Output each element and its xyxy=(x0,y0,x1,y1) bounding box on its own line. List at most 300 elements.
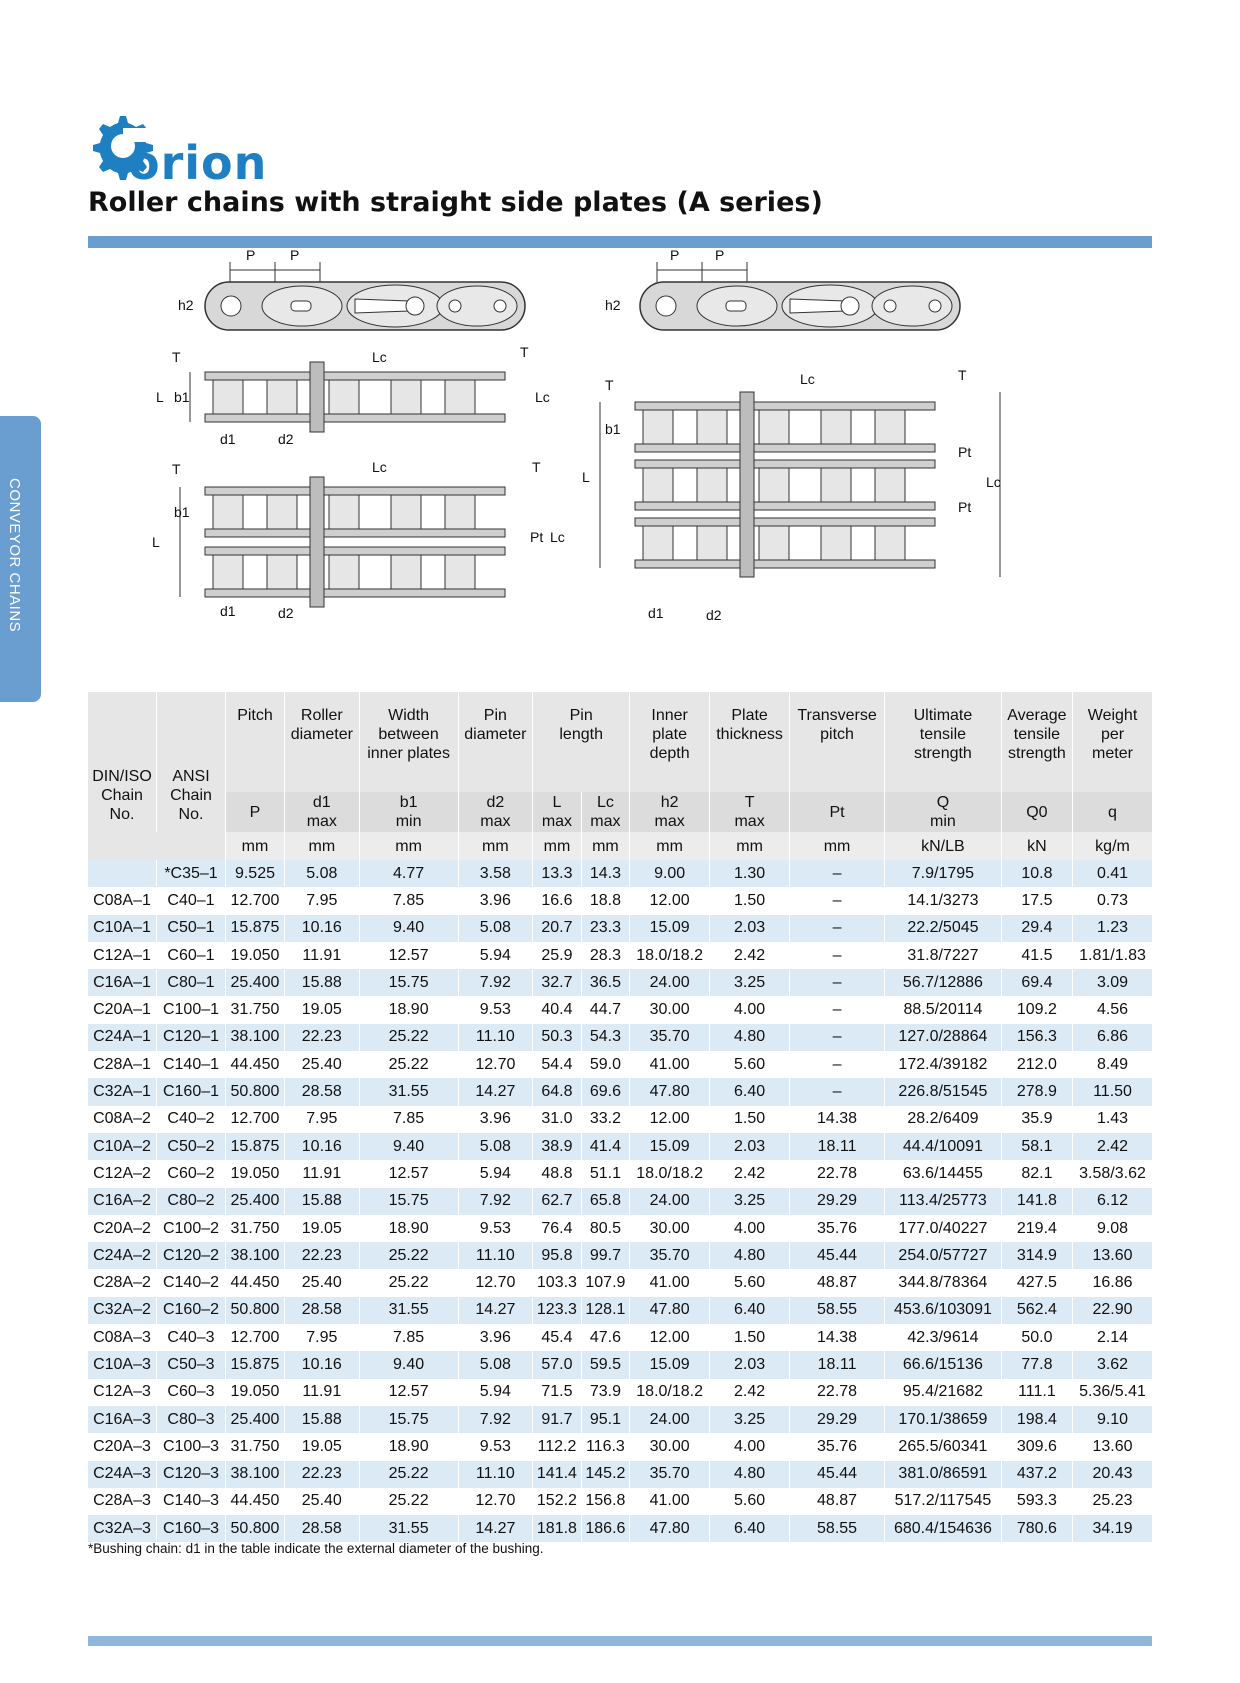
symbol-header: b1 min xyxy=(359,792,458,832)
cell: 15.88 xyxy=(284,1406,359,1433)
cell: 88.5/20114 xyxy=(885,996,1002,1023)
cell: 5.94 xyxy=(458,1160,533,1187)
cell: 2.42 xyxy=(710,1160,790,1187)
cell: C12A–1 xyxy=(88,942,157,969)
cell: 7.85 xyxy=(359,887,458,914)
cell: 44.4/10091 xyxy=(885,1133,1002,1160)
cell: 31.8/7227 xyxy=(885,942,1002,969)
cell: 4.80 xyxy=(710,1024,790,1051)
cell: 59.0 xyxy=(581,1051,629,1078)
dim-label-d2: d2 xyxy=(706,607,722,623)
cell: 10.16 xyxy=(284,1133,359,1160)
dim-label-b1: b1 xyxy=(174,389,190,405)
cell: C20A–1 xyxy=(88,996,157,1023)
table-row xyxy=(88,996,1152,1023)
cell: 64.8 xyxy=(533,1078,581,1105)
dim-label-l: L xyxy=(582,469,590,485)
cell: 7.92 xyxy=(458,1406,533,1433)
cell: 17.5 xyxy=(1001,887,1072,914)
cell: 309.6 xyxy=(1001,1433,1072,1460)
dim-label-pt: Pt xyxy=(958,444,972,460)
cell: 12.70 xyxy=(458,1488,533,1515)
cell: 11.10 xyxy=(458,1242,533,1269)
cell: 15.875 xyxy=(226,1351,285,1378)
cell: 1.50 xyxy=(710,1106,790,1133)
cell: 35.76 xyxy=(790,1215,885,1242)
cell: C20A–3 xyxy=(88,1433,157,1460)
header-average: Average tensile strength xyxy=(1001,692,1072,792)
cell: 7.85 xyxy=(359,1324,458,1351)
cell: 212.0 xyxy=(1001,1051,1072,1078)
cell: 7.92 xyxy=(458,969,533,996)
cell: 18.11 xyxy=(790,1133,885,1160)
cell: 45.44 xyxy=(790,1242,885,1269)
cell: C20A–2 xyxy=(88,1215,157,1242)
footer-divider xyxy=(88,1636,1152,1646)
cell: 1.81/1.83 xyxy=(1073,942,1152,969)
cell: 11.91 xyxy=(284,942,359,969)
symbol-header: T max xyxy=(710,792,790,832)
cell: 25.22 xyxy=(359,1024,458,1051)
dim-label-d1: d1 xyxy=(648,605,664,621)
dim-label-t: T xyxy=(172,461,181,477)
cell: 152.2 xyxy=(533,1488,581,1515)
unit-header: mm xyxy=(359,832,458,860)
cell: 35.76 xyxy=(790,1433,885,1460)
cell: C140–2 xyxy=(157,1269,226,1296)
cell: 186.6 xyxy=(581,1515,629,1542)
cell: 34.19 xyxy=(1073,1515,1152,1542)
header-pin_d: Pin diameter xyxy=(458,692,533,792)
cell: 25.9 xyxy=(533,942,581,969)
table-row xyxy=(88,1078,1152,1105)
cell: 2.03 xyxy=(710,915,790,942)
cell: 58.55 xyxy=(790,1515,885,1542)
cell: 16.86 xyxy=(1073,1269,1152,1296)
cell: 19.05 xyxy=(284,996,359,1023)
cell: 22.90 xyxy=(1073,1297,1152,1324)
cell: 107.9 xyxy=(581,1269,629,1296)
cell: 14.27 xyxy=(458,1297,533,1324)
cell: C80–1 xyxy=(157,969,226,996)
cell: 31.55 xyxy=(359,1297,458,1324)
header-ultimate: Ultimate tensile strength xyxy=(885,692,1002,792)
cell: 48.87 xyxy=(790,1488,885,1515)
dim-label-pt: Pt xyxy=(530,529,544,545)
unit-header: mm xyxy=(533,832,581,860)
cell xyxy=(88,860,157,887)
cell: 278.9 xyxy=(1001,1078,1072,1105)
cell: C12A–3 xyxy=(88,1379,157,1406)
cell: 20.7 xyxy=(533,915,581,942)
cell: 50.0 xyxy=(1001,1324,1072,1351)
table-row xyxy=(88,1051,1152,1078)
cell: 5.60 xyxy=(710,1051,790,1078)
cell: 14.3 xyxy=(581,860,629,887)
cell: 2.14 xyxy=(1073,1324,1152,1351)
cell: C160–1 xyxy=(157,1078,226,1105)
cell: 19.05 xyxy=(284,1433,359,1460)
cell: C28A–2 xyxy=(88,1269,157,1296)
cell: 36.5 xyxy=(581,969,629,996)
cell: 25.22 xyxy=(359,1461,458,1488)
header-transverse: Transverse pitch xyxy=(790,692,885,792)
cell: 123.3 xyxy=(533,1297,581,1324)
cell: 38.9 xyxy=(533,1133,581,1160)
dim-label-t: T xyxy=(532,459,541,475)
cell: 4.80 xyxy=(710,1461,790,1488)
cell: 50.3 xyxy=(533,1024,581,1051)
cell: 4.56 xyxy=(1073,996,1152,1023)
cell: 10.8 xyxy=(1001,860,1072,887)
cell: 58.55 xyxy=(790,1297,885,1324)
cell: 109.2 xyxy=(1001,996,1072,1023)
cell: 6.12 xyxy=(1073,1188,1152,1215)
table-row xyxy=(88,942,1152,969)
cell: 12.00 xyxy=(630,887,710,914)
cell: 7.95 xyxy=(284,1324,359,1351)
symbol-header: Q min xyxy=(885,792,1002,832)
dim-label-b1: b1 xyxy=(605,421,621,437)
cell: 66.6/15136 xyxy=(885,1351,1002,1378)
cell: 5.60 xyxy=(710,1269,790,1296)
dim-label-t: T xyxy=(605,377,614,393)
cell: 2.42 xyxy=(710,1379,790,1406)
cell: C60–3 xyxy=(157,1379,226,1406)
dim-label-l: L xyxy=(152,534,160,550)
table-row xyxy=(88,1269,1152,1296)
cell: 30.00 xyxy=(630,1433,710,1460)
cell: C16A–1 xyxy=(88,969,157,996)
cell: 780.6 xyxy=(1001,1515,1072,1542)
cell: 28.58 xyxy=(284,1297,359,1324)
chain-dimension-diagrams xyxy=(150,247,1090,682)
dim-label-d1: d1 xyxy=(220,431,236,447)
cell: 15.75 xyxy=(359,1406,458,1433)
unit-header: kN xyxy=(1001,832,1072,860)
cell: 54.3 xyxy=(581,1024,629,1051)
cell: 24.00 xyxy=(630,969,710,996)
units-blank xyxy=(88,832,226,860)
table-row xyxy=(88,860,1152,887)
cell: 15.75 xyxy=(359,1188,458,1215)
table-row xyxy=(88,1351,1152,1378)
cell: 18.11 xyxy=(790,1351,885,1378)
cell: 11.50 xyxy=(1073,1078,1152,1105)
table-row xyxy=(88,1406,1152,1433)
cell: 7.95 xyxy=(284,887,359,914)
cell: 13.60 xyxy=(1073,1433,1152,1460)
cell: 15.09 xyxy=(630,1133,710,1160)
cell: 3.58/3.62 xyxy=(1073,1160,1152,1187)
side-tab-label: CONVEYOR CHAINS xyxy=(6,478,23,633)
cell: 4.80 xyxy=(710,1242,790,1269)
dim-label-pt: Pt xyxy=(958,499,972,515)
cell: 47.6 xyxy=(581,1324,629,1351)
cell: – xyxy=(790,887,885,914)
cell: 9.08 xyxy=(1073,1215,1152,1242)
cell: 15.875 xyxy=(226,915,285,942)
cell: 15.88 xyxy=(284,1188,359,1215)
cell: *C35–1 xyxy=(157,860,226,887)
table-row xyxy=(88,1515,1152,1542)
dim-label-lc: Lc xyxy=(986,474,1001,490)
header-roller: Roller diameter xyxy=(284,692,359,792)
cell: 25.40 xyxy=(284,1051,359,1078)
cell: 32.7 xyxy=(533,969,581,996)
cell: 31.55 xyxy=(359,1078,458,1105)
cell: 18.0/18.2 xyxy=(630,1160,710,1187)
cell: 6.40 xyxy=(710,1515,790,1542)
footnote: *Bushing chain: d1 in the table indicate the external diameter of the bushing. xyxy=(88,1541,544,1556)
cell: 2.42 xyxy=(710,942,790,969)
cell: C40–2 xyxy=(157,1106,226,1133)
cell: 40.4 xyxy=(533,996,581,1023)
symbol-header: P xyxy=(226,792,285,832)
table-row xyxy=(88,1024,1152,1051)
cell: C40–1 xyxy=(157,887,226,914)
cell: 44.450 xyxy=(226,1488,285,1515)
ansi-header: ANSI Chain No. xyxy=(157,692,226,832)
cell: C80–3 xyxy=(157,1406,226,1433)
cell: 25.22 xyxy=(359,1051,458,1078)
cell: C60–2 xyxy=(157,1160,226,1187)
cell: – xyxy=(790,1051,885,1078)
cell: 23.3 xyxy=(581,915,629,942)
cell: 7.92 xyxy=(458,1188,533,1215)
cell: 25.22 xyxy=(359,1488,458,1515)
cell: 48.8 xyxy=(533,1160,581,1187)
cell: 112.2 xyxy=(533,1433,581,1460)
cell: 41.00 xyxy=(630,1269,710,1296)
cell: 41.4 xyxy=(581,1133,629,1160)
cell: 10.16 xyxy=(284,915,359,942)
cell: 170.1/38659 xyxy=(885,1406,1002,1433)
cell: 12.57 xyxy=(359,1160,458,1187)
cell: 54.4 xyxy=(533,1051,581,1078)
cell: 453.6/103091 xyxy=(885,1297,1002,1324)
cell: 141.8 xyxy=(1001,1188,1072,1215)
cell: C140–1 xyxy=(157,1051,226,1078)
page-title: Roller chains with straight side plates (A series) xyxy=(88,187,823,218)
cell: 12.70 xyxy=(458,1051,533,1078)
cell: 12.700 xyxy=(226,1324,285,1351)
cell: 25.400 xyxy=(226,1406,285,1433)
cell: 42.3/9614 xyxy=(885,1324,1002,1351)
cell: 44.7 xyxy=(581,996,629,1023)
cell: 30.00 xyxy=(630,1215,710,1242)
cell: 5.08 xyxy=(458,1133,533,1160)
dim-label-h2: h2 xyxy=(605,297,621,313)
cell: 63.6/14455 xyxy=(885,1160,1002,1187)
cell: 8.49 xyxy=(1073,1051,1152,1078)
cell: 680.4/154636 xyxy=(885,1515,1002,1542)
cell: C160–3 xyxy=(157,1515,226,1542)
cell: 44.450 xyxy=(226,1269,285,1296)
table-row xyxy=(88,1106,1152,1133)
cell: 14.1/3273 xyxy=(885,887,1002,914)
cell: 5.08 xyxy=(284,860,359,887)
cell: 3.25 xyxy=(710,1188,790,1215)
dim-label-l: L xyxy=(156,389,164,405)
cell: 18.8 xyxy=(581,887,629,914)
header-width: Width between inner plates xyxy=(359,692,458,792)
cell: 9.40 xyxy=(359,915,458,942)
cell: 14.38 xyxy=(790,1324,885,1351)
symbol-header: Q0 xyxy=(1001,792,1072,832)
cell: 33.2 xyxy=(581,1106,629,1133)
cell: 10.16 xyxy=(284,1351,359,1378)
cell: 111.1 xyxy=(1001,1379,1072,1406)
cell: 45.4 xyxy=(533,1324,581,1351)
cell: 12.00 xyxy=(630,1324,710,1351)
cell: 14.27 xyxy=(458,1078,533,1105)
cell: 38.100 xyxy=(226,1461,285,1488)
cell: C120–3 xyxy=(157,1461,226,1488)
cell: C32A–1 xyxy=(88,1078,157,1105)
cell: 25.400 xyxy=(226,1188,285,1215)
cell: 12.700 xyxy=(226,1106,285,1133)
cell: 35.70 xyxy=(630,1024,710,1051)
cell: 82.1 xyxy=(1001,1160,1072,1187)
cell: 13.60 xyxy=(1073,1242,1152,1269)
cell: 181.8 xyxy=(533,1515,581,1542)
cell: 19.05 xyxy=(284,1215,359,1242)
table-row xyxy=(88,1324,1152,1351)
cell: 381.0/86591 xyxy=(885,1461,1002,1488)
cell: 113.4/25773 xyxy=(885,1188,1002,1215)
cell: C16A–2 xyxy=(88,1188,157,1215)
cell: 25.23 xyxy=(1073,1488,1152,1515)
cell: 5.94 xyxy=(458,942,533,969)
table-row xyxy=(88,969,1152,996)
cell: 56.7/12886 xyxy=(885,969,1002,996)
cell: 12.00 xyxy=(630,1106,710,1133)
table-row xyxy=(88,1433,1152,1460)
cell: 30.00 xyxy=(630,996,710,1023)
cell: C08A–3 xyxy=(88,1324,157,1351)
dim-label-p: P xyxy=(715,247,725,263)
cell: C12A–2 xyxy=(88,1160,157,1187)
cell: 50.800 xyxy=(226,1515,285,1542)
cell: 25.22 xyxy=(359,1242,458,1269)
cell: 18.90 xyxy=(359,1433,458,1460)
cell: 145.2 xyxy=(581,1461,629,1488)
table-row xyxy=(88,1215,1152,1242)
cell: 11.10 xyxy=(458,1461,533,1488)
cell: 20.43 xyxy=(1073,1461,1152,1488)
dim-label-t: T xyxy=(172,349,181,365)
dim-label-t: T xyxy=(958,367,967,383)
cell: 4.00 xyxy=(710,1215,790,1242)
cell: 35.70 xyxy=(630,1242,710,1269)
cell: 344.8/78364 xyxy=(885,1269,1002,1296)
cell: 12.700 xyxy=(226,887,285,914)
cell: C32A–3 xyxy=(88,1515,157,1542)
cell: 18.90 xyxy=(359,1215,458,1242)
cell: 80.5 xyxy=(581,1215,629,1242)
cell: 5.08 xyxy=(458,1351,533,1378)
cell: 19.050 xyxy=(226,942,285,969)
dim-label-h2: h2 xyxy=(178,297,194,313)
cell: 141.4 xyxy=(533,1461,581,1488)
cell: 3.62 xyxy=(1073,1351,1152,1378)
cell: 11.10 xyxy=(458,1024,533,1051)
cell: 38.100 xyxy=(226,1024,285,1051)
table-row xyxy=(88,1242,1152,1269)
cell: 9.40 xyxy=(359,1133,458,1160)
cell: 51.1 xyxy=(581,1160,629,1187)
cell: 47.80 xyxy=(630,1078,710,1105)
cell: C24A–1 xyxy=(88,1024,157,1051)
cell: 7.85 xyxy=(359,1106,458,1133)
cell: 6.40 xyxy=(710,1297,790,1324)
cell: 156.3 xyxy=(1001,1024,1072,1051)
cell: 5.08 xyxy=(458,915,533,942)
cell: 19.050 xyxy=(226,1160,285,1187)
cell: – xyxy=(790,860,885,887)
cell: C10A–2 xyxy=(88,1133,157,1160)
cell: 47.80 xyxy=(630,1297,710,1324)
cell: 172.4/39182 xyxy=(885,1051,1002,1078)
cell: 31.750 xyxy=(226,1215,285,1242)
cell: 3.96 xyxy=(458,887,533,914)
dim-label-lc: Lc xyxy=(372,459,387,475)
dim-label-p: P xyxy=(670,247,680,263)
cell: 3.25 xyxy=(710,1406,790,1433)
cell: 14.38 xyxy=(790,1106,885,1133)
dim-label-p: P xyxy=(246,247,256,263)
cell: 5.60 xyxy=(710,1488,790,1515)
cell: 226.8/51545 xyxy=(885,1078,1002,1105)
cell: 29.29 xyxy=(790,1188,885,1215)
dim-label-lc: Lc xyxy=(372,349,387,365)
symbol-header: d1 max xyxy=(284,792,359,832)
cell: 76.4 xyxy=(533,1215,581,1242)
cell: 9.53 xyxy=(458,1215,533,1242)
cell: C24A–2 xyxy=(88,1242,157,1269)
cell: 127.0/28864 xyxy=(885,1024,1002,1051)
unit-header: mm xyxy=(790,832,885,860)
cell: 219.4 xyxy=(1001,1215,1072,1242)
dim-label-t: T xyxy=(520,344,529,360)
cell: 7.95 xyxy=(284,1106,359,1133)
dim-label-d2: d2 xyxy=(278,605,294,621)
cell: 9.53 xyxy=(458,996,533,1023)
symbol-header: Pt xyxy=(790,792,885,832)
unit-header: mm xyxy=(226,832,285,860)
cell: 9.10 xyxy=(1073,1406,1152,1433)
cell: 1.43 xyxy=(1073,1106,1152,1133)
cell: 50.800 xyxy=(226,1078,285,1105)
header-plate: Plate thickness xyxy=(710,692,790,792)
cell: 9.525 xyxy=(226,860,285,887)
cell: 103.3 xyxy=(533,1269,581,1296)
cell: 24.00 xyxy=(630,1406,710,1433)
symbol-header: Lc max xyxy=(581,792,629,832)
cell: 1.50 xyxy=(710,887,790,914)
table-row xyxy=(88,1188,1152,1215)
cell: 12.57 xyxy=(359,942,458,969)
cell: 19.050 xyxy=(226,1379,285,1406)
cell: 25.40 xyxy=(284,1488,359,1515)
cell: 198.4 xyxy=(1001,1406,1072,1433)
cell: 517.2/117545 xyxy=(885,1488,1002,1515)
cell: 25.40 xyxy=(284,1269,359,1296)
cell: 77.8 xyxy=(1001,1351,1072,1378)
cell: 15.88 xyxy=(284,969,359,996)
cell: 59.5 xyxy=(581,1351,629,1378)
